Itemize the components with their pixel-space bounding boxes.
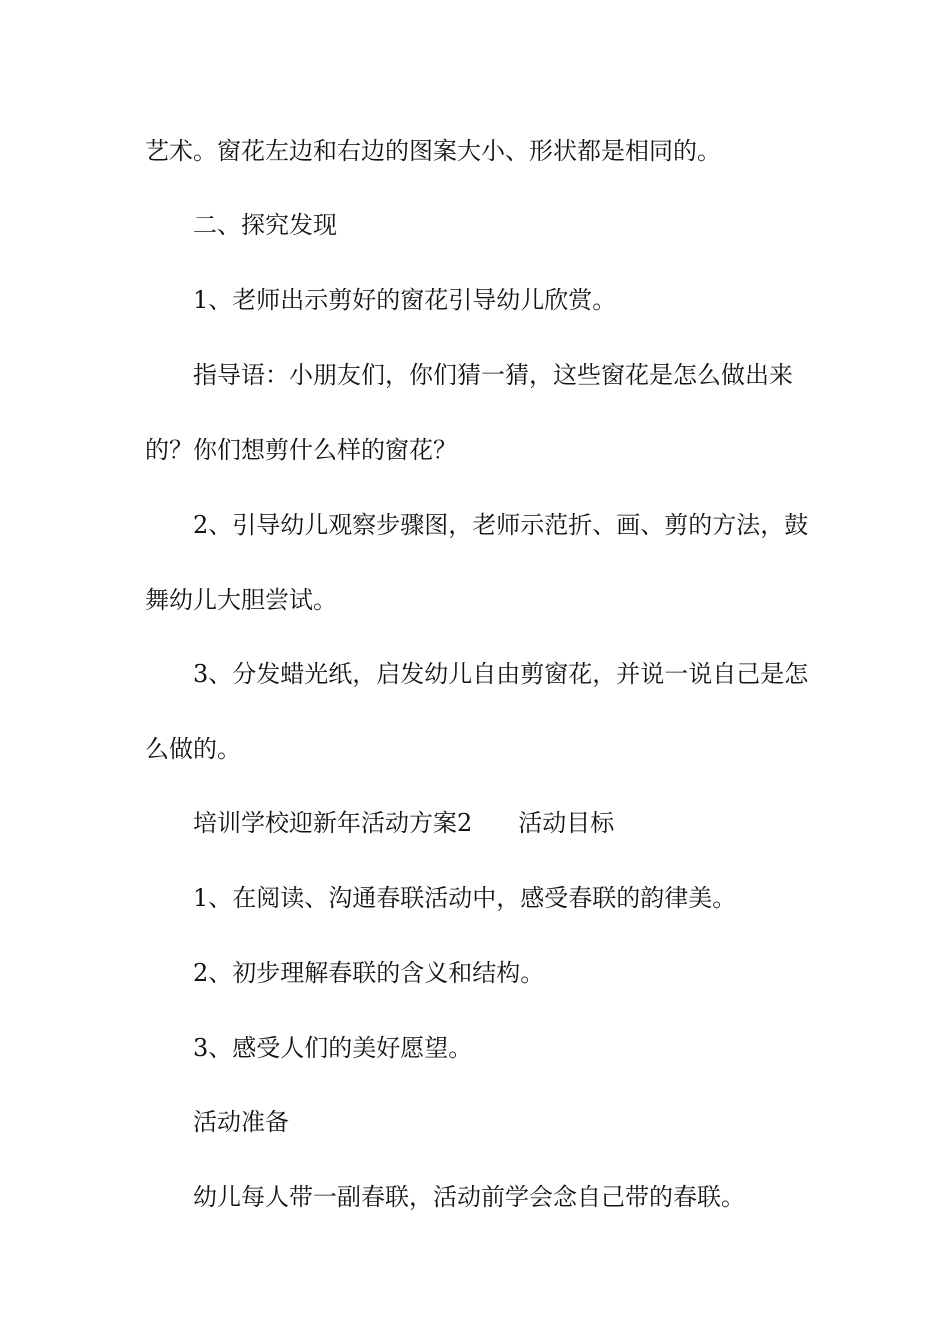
paragraph-line: 舞幼儿大胆尝试。 <box>145 586 337 614</box>
paragraph-line: 2、初步理解春联的含义和结构。 <box>193 959 545 987</box>
paragraph-line: 3、分发蜡光纸，启发幼儿自由剪窗花，并说一说自己是怎 <box>193 660 809 688</box>
paragraph-line: 2、引导幼儿观察步骤图，老师示范折、画、剪的方法，鼓 <box>193 511 809 539</box>
plan-title-line <box>193 808 873 838</box>
section-heading: 二、探究发现 <box>193 211 337 239</box>
paragraph-line: 艺术。窗花左边和右边的图案大小、形状都是相同的。 <box>145 137 721 165</box>
paragraph-line: 指导语：小朋友们，你们猜一猜，这些窗花是怎么做出来 <box>193 361 793 389</box>
section-heading: 活动准备 <box>193 1108 289 1136</box>
paragraph-line: 3、感受人们的美好愿望。 <box>193 1034 473 1062</box>
paragraph-line: 的？你们想剪什么样的窗花？ <box>145 436 457 464</box>
paragraph-line: 1、老师出示剪好的窗花引导幼儿欣赏。 <box>193 286 617 314</box>
paragraph-line: 么做的。 <box>145 735 241 763</box>
paragraph-line: 1、在阅读、沟通春联活动中，感受春联的韵律美。 <box>193 884 737 912</box>
paragraph-line: 幼儿每人带一副春联，活动前学会念自己带的春联。 <box>193 1183 745 1211</box>
section-heading: 活动目标 <box>518 809 615 837</box>
plan-title: 培训学校迎新年活动方案2 <box>193 809 473 837</box>
